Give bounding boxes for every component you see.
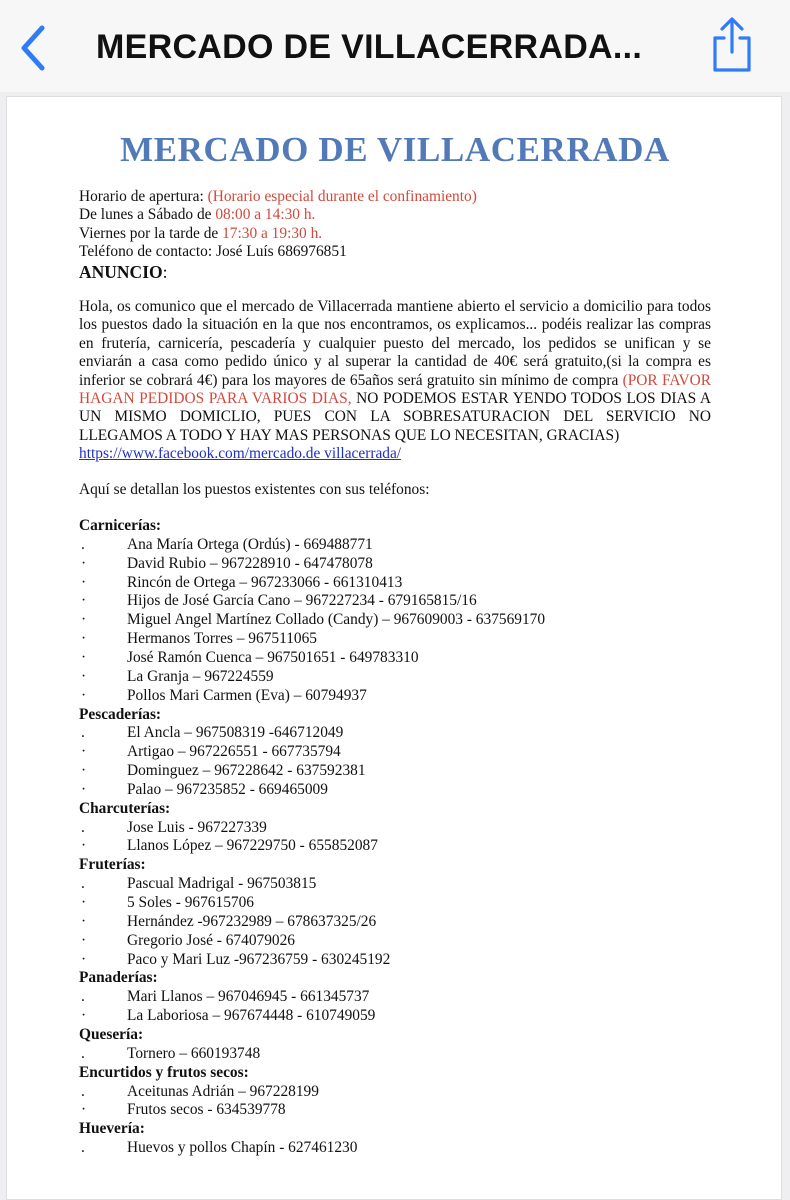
list-bullet: ·	[81, 950, 87, 968]
list-item-text: Dominguez – 967228642 - 637592381	[127, 762, 366, 780]
announcement-paragraph	[79, 298, 711, 464]
list-bullet: .	[81, 1044, 85, 1062]
list-item-text: Pascual Madrigal - 967503815	[127, 875, 317, 893]
list-bullet: .	[81, 818, 85, 836]
list-bullet: ·	[81, 762, 87, 780]
list-bullet: ·	[81, 648, 87, 666]
facebook-link[interactable]: https://www.facebook.com/mercado.de villacerrada/	[79, 445, 402, 463]
list-item-text: Huevos y pollos Chapín - 627461230	[127, 1139, 358, 1157]
navigation-bar	[0, 0, 790, 93]
paragraph-text-2: NO PODEMOS ESTAR YENDO TODOS LOS DIAS A UN MISMO DOMICLIO, PUES CON LA SOBRESATURACION DEL SERVICIO NO LLEGAMOS A TODO Y HAY MAS PERSONAS QUE LO NECESITAN, GRACIAS)	[79, 390, 711, 444]
back-button[interactable]	[14, 22, 54, 74]
list-item-text: Paco y Mari Luz -967236759 - 630245192	[127, 950, 391, 968]
list-item-text: Artigao – 967226551 - 667735794	[127, 743, 341, 761]
evening-hours-line	[79, 225, 322, 243]
chevron-left-icon	[14, 22, 54, 74]
category-heading: Encurtidos y frutos secos:	[79, 1063, 249, 1081]
category-heading: Quesería:	[79, 1025, 144, 1043]
list-bullet: ·	[81, 667, 87, 685]
list-item-text: Rincón de Ortega – 967233066 - 661310413	[127, 573, 403, 591]
page-title: MERCADO DE VILLACERRADA...	[96, 28, 643, 66]
weekday-label: De lunes a Sábado de	[79, 206, 216, 223]
list-item-text: Hermanos Torres – 967511065	[127, 630, 317, 648]
evening-label: Viernes por la tarde de	[79, 225, 223, 242]
list-bullet: ·	[81, 1101, 87, 1119]
list-bullet: ·	[81, 743, 87, 761]
list-bullet: ·	[81, 931, 87, 949]
hours-note: (Horario especial durante el confinamiento)	[207, 188, 477, 205]
category-heading: Huevería:	[79, 1120, 145, 1138]
paragraph-highlight: (POR FAVOR HAGAN PEDIDOS PARA VARIOS DIAS,	[79, 371, 711, 408]
list-item-text: Ana María Ortega (Ordús) - 669488771	[127, 535, 373, 553]
list-bullet: .	[81, 1139, 85, 1157]
list-bullet: ·	[81, 912, 87, 930]
list-item-text: Palao – 967235852 - 669465009	[127, 780, 328, 798]
list-bullet: ·	[81, 1007, 87, 1025]
list-item-text: Miguel Angel Martínez Collado (Candy) – 967609003 - 637569170	[127, 611, 546, 629]
category-heading: Panaderías:	[79, 969, 158, 987]
hours-label: Horario de apertura:	[79, 188, 208, 205]
announcement-heading	[79, 262, 168, 283]
list-item-text: Aceitunas Adrián – 967228199	[127, 1082, 319, 1100]
list-item-text: José Ramón Cuenca – 967501651 - 649783310	[127, 648, 419, 666]
category-heading: Fruterías:	[79, 856, 146, 874]
list-bullet: ·	[81, 894, 87, 911]
list-bullet: ·	[81, 686, 87, 704]
share-button[interactable]	[700, 14, 764, 74]
list-bullet: .	[81, 875, 85, 893]
category-heading: Pescaderías:	[79, 705, 162, 723]
share-icon	[700, 14, 764, 74]
list-bullet: .	[81, 535, 85, 553]
contact-phone-line: Teléfono de contacto: José Luís 686976851	[79, 243, 347, 260]
list-item-text: Llanos López – 967229750 - 655852087	[127, 837, 378, 855]
list-item-text: David Rubio – 967228910 - 647478078	[127, 554, 373, 572]
list-item-text: Frutos secos - 634539778	[127, 1101, 286, 1119]
list-item-text: La Granja – 967224559	[127, 667, 274, 685]
list-bullet: ·	[81, 780, 87, 798]
list-item-text: Mari Llanos – 967046945 - 661345737	[127, 988, 370, 1006]
list-bullet: ·	[81, 592, 87, 610]
list-item-text: Pollos Mari Carmen (Eva) – 60794937	[127, 686, 367, 704]
weekday-hours: 08:00 a 14:30 h.	[215, 206, 316, 223]
weekday-hours-line	[79, 206, 315, 224]
list-item-text: Hernández -967232989 – 678637325/26	[127, 912, 377, 930]
list-item-text: El Ancla – 967508319 -646712049	[127, 724, 344, 742]
list-item-text: Gregorio José - 674079026	[127, 931, 295, 949]
category-heading: Charcuterías:	[79, 799, 171, 817]
list-bullet: .	[81, 1082, 85, 1100]
opening-hours-line	[79, 188, 477, 206]
list-bullet: ·	[81, 611, 87, 629]
list-bullet: ·	[81, 573, 87, 591]
list-bullet: .	[81, 724, 85, 742]
document-heading: MERCADO DE VILLACERRADA	[120, 130, 670, 169]
list-item-text: Tornero – 660193748	[127, 1044, 261, 1062]
list-item-text: La Laboriosa – 967674448 - 610749059	[127, 1007, 376, 1025]
evening-hours: 17:30 a 19:30 h.	[222, 225, 323, 242]
list-bullet: ·	[81, 630, 87, 648]
list-intro: Aquí se detallan los puestos existentes con sus teléfonos:	[79, 481, 430, 498]
paragraph-text-1: Hola, os comunico que el mercado de Villacerrada mantiene abierto el servicio a domicilio para todos los puestos dado la situación en la que nos encontramos, os explicamos... podéis realizar las compras en frutería, carnicería, pescadería y cualquier puesto del mercado, los pedidos se unifican y se enviarán a casa como pedido único y al superar la cantidad de 40€ será gratuito,(si la compra es inferior se cobrará 4€) para los mayores de 65años será gratuito sin mínimo de compra	[79, 298, 711, 389]
list-item-text: Jose Luis - 967227339	[127, 818, 267, 836]
list-item-text: Hijos de José García Cano – 967227234 - 679165815/16	[127, 592, 477, 610]
category-heading: Carnicerías:	[79, 517, 162, 534]
list-bullet: .	[81, 988, 85, 1006]
list-bullet: ·	[81, 554, 87, 572]
announcement-title: ANUNCIO	[79, 262, 163, 282]
list-bullet: ·	[81, 837, 87, 855]
announcement-colon: :	[162, 262, 168, 282]
list-item-text: 5 Soles - 967615706	[127, 894, 254, 911]
